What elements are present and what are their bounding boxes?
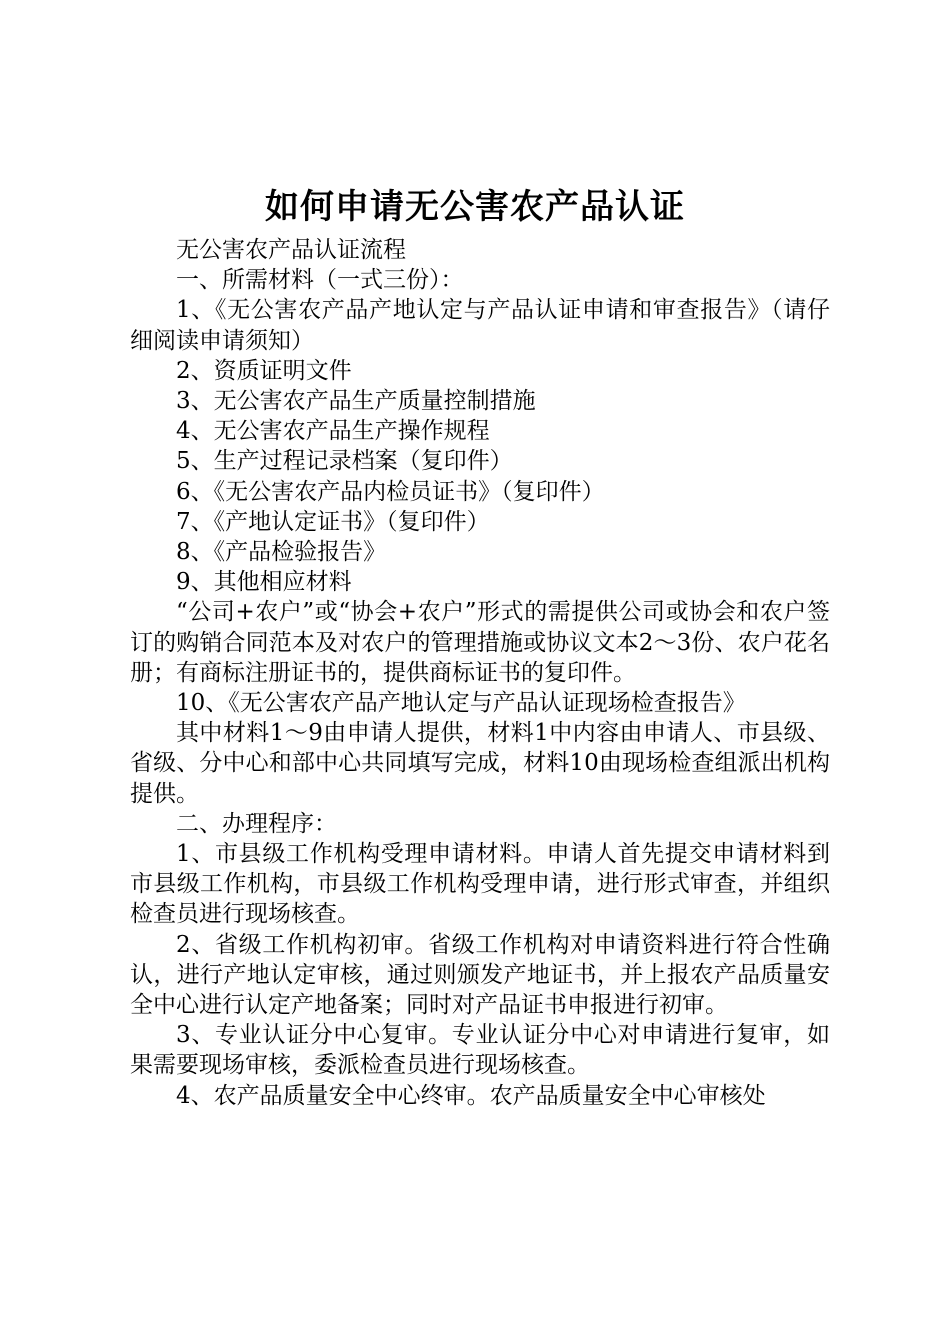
paragraph-item-9: 9、其他相应材料 [176,569,352,596]
paragraph-section-procedure: 二、办理程序： [176,810,337,837]
paragraph-item-7: 7、《产地认定证书》（复印件） [176,508,490,535]
paragraph-item-2: 2、资质证明文件 [176,357,352,384]
paragraph-materials-note: 其中材料1～9由申请人提供，材料1中内容由申请人、市县级、省级、分中心和部中心共同填写完成，材料10由现场检查组派出机构提供。 [130,720,830,807]
paragraph-step-2: 2、省级工作机构初审。省级工作机构对申请资料进行符合性确认，进行产地认定审核，通过则颁发产地证书，并上报农产品质量安全中心进行认定产地备案；同时对产品证书申报进行初审。 [130,931,830,1019]
paragraph-item-6: 6、《无公害农产品内检员证书》（复印件） [176,478,605,505]
paragraph-company-farmer-note: “公司+农户”或“协会+农户”形式的需提供公司或协会和农户签订的购销合同范本及对农户的管理措施或协议文本2～3份、农户花名册；有商标注册证书的，提供商标证书的复印件。 [130,599,830,686]
paragraph-item-4: 4、无公害农产品生产操作规程 [176,418,490,445]
paragraph-step-3: 3、专业认证分中心复审。专业认证分中心对申请进行复审，如果需要现场审核，委派检查员进行现场核查。 [130,1022,830,1079]
document-body [130,235,830,1111]
paragraph-flow-heading: 无公害农产品认证流程 [176,237,406,263]
paragraph-step-4: 4、农产品质量安全中心终审。农产品质量安全中心审核处 [176,1082,766,1109]
paragraph-item-10: 10、《无公害农产品产地认定与产品认证现场检查报告》 [176,690,746,717]
paragraph-item-1: 1、《无公害农产品产地认定与产品认证申请和审查报告》（请仔细阅读申请须知） [130,297,830,354]
paragraph-section-materials: 一、所需材料（一式三份）： [176,267,464,294]
document-title: 如何申请无公害农产品认证 [265,187,685,227]
paragraph-item-8: 8、《产品检验报告》 [176,539,387,566]
paragraph-item-3: 3、无公害农产品生产质量控制措施 [176,388,536,415]
paragraph-step-1: 1、市县级工作机构受理申请材料。申请人首先提交申请材料到市县级工作机构，市县级工作机构受理申请，进行形式审查，并组织检查员进行现场核查。 [130,841,830,928]
paragraph-item-5: 5、生产过程记录档案（复印件） [176,448,513,475]
